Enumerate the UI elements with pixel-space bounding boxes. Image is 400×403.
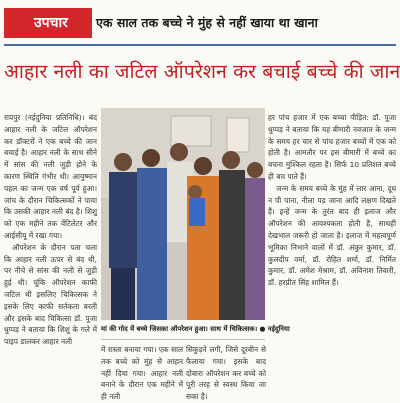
col1-para-2: ऑपरेशन के दौरान पता चला कि आहार नली ऊपर से बंद थी, पर नीचे से सांस की नली से जुड़ी हुई थी। चूंकि ऑपरेशन काफी जटिल थी इसलिए चिकित्सक ने इसके लिए काफी सर्तकता बरती और इसके बाद चिकित्सा डॉ. पूजा धुप्पड़ ने बताया कि शिशु के गले में पाइप डालकर आहार नली bbox=[4, 242, 97, 347]
section-strip bbox=[4, 8, 396, 38]
photo-caption: मां की गोद में बच्चे जिसका ऑपरेशन हुआ। साथ में चिकित्सक। ● नईदुनिया bbox=[101, 325, 290, 333]
kicker-line: एक साल तक बच्चे ने मुंह से नहीं खाया था खाना bbox=[96, 15, 318, 30]
col2-text: में रास्ता बनाया गया। एक साल तक बच्चे को मुंह से आहार नहीं दिया गया। आहार नली बनाने के दौरान एक महीने में ही नली bbox=[101, 345, 183, 402]
column-4 bbox=[268, 112, 396, 400]
col3-text: सिकुड़ने लगी, जिसे दूरबीन से फैलाया गया। इसके बाद दोबारा ऑपरेशन कर बच्चे को पूरी तरह से स्वस्थ किया जा सका है। bbox=[186, 345, 266, 402]
col1-para-1: रायपुर (नईदुनिया प्रतिनिधि)। बंद आहार नली के जटिल ऑपरेशन कर डॉक्टरों ने एक बच्चे की जान बचाई है। आहार नली के साथ सीने में सांस की नली जुड़ी होने के कारण स्थिति गंभीर थी। आयुष्मान पहल का जन्म एक वर्ष पूर्व हुआ। जांच के दौरान चिकित्सकों ने पाया कि उसकी आहार नली बंद है। शिशु को एक महीने तक वेंटिलेटर और आईसीयू में रखा गया। bbox=[4, 113, 97, 240]
caption-rule bbox=[101, 339, 265, 340]
col4-para-2: जन्म के समय बच्चे के मुंह में लार आना, दूध न पी पाना, नीला पड़ जाना आदि लक्षण दिखते हैं। इन्हें जन्म के तुरंत बाद ही इलाज और ऑपरेशन की आवश्यकता होती है, साथही देखभाल जरूरी हो जाता है। इलाज में महत्वपूर्ण भूमिका निभाने वालों में डॉ. अंकुर कुमार, डॉ. कुलदीप वर्मा, डॉ. रोहित शर्मा, डॉ. निर्मित कुमार, डॉ. अमेश मेश्राम, डॉ. अविनाश तिवारी, डॉ. हरप्रीत सिंह शामिल हैं। bbox=[268, 183, 396, 288]
section-tag: उपचार bbox=[4, 8, 92, 38]
column-1 bbox=[4, 112, 97, 400]
news-photo bbox=[101, 108, 265, 320]
divider bbox=[4, 44, 396, 46]
column-2 bbox=[101, 344, 183, 400]
column-3 bbox=[186, 344, 266, 400]
col4-para-1: हर पांच हजार में एक बच्चा पीड़ित: डॉ. पूजा धुप्पड़ ने बताया कि यह बीमारी नवजात के जन्म के समय हर चार से पांच हजार बच्चों में एक को होती है। आमतौर पर इस बीमारी में बच्चे का बचना मुश्किल रहता है। सिर्फ 10 प्रतिशत बच्चे ही बच पाते हैं। bbox=[268, 113, 396, 181]
headline: आहार नली का जटिल ऑपरेशन कर बचाई बच्चे की जान bbox=[4, 60, 400, 83]
photo-illustration bbox=[101, 108, 265, 320]
